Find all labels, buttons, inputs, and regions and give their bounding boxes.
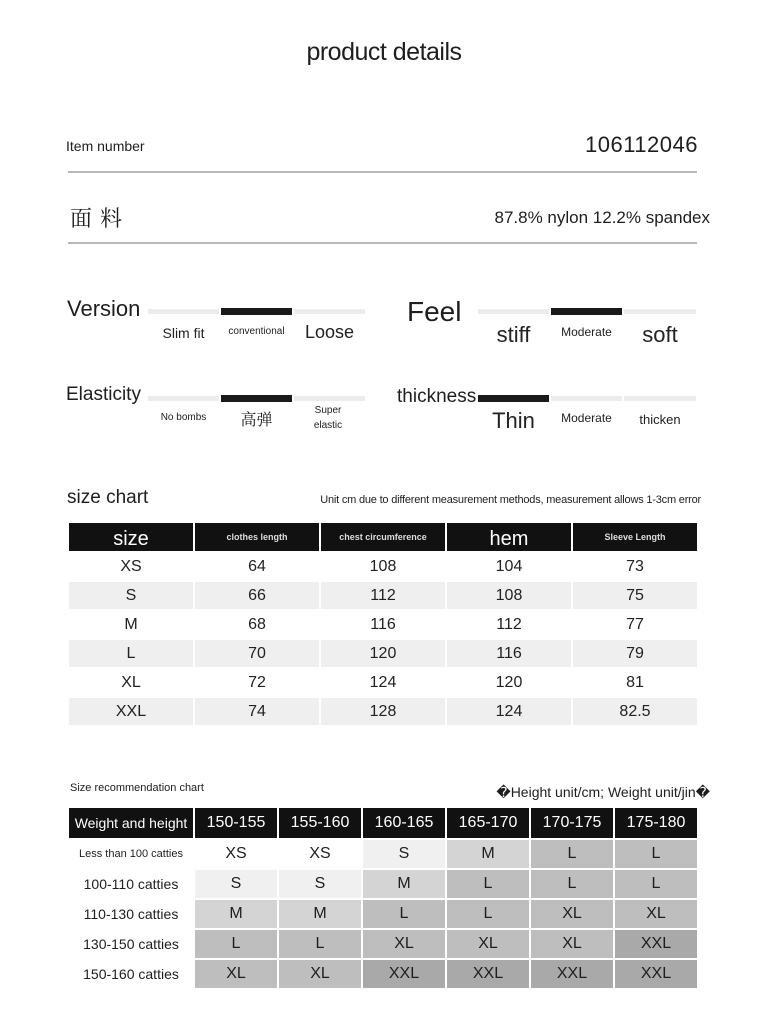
size-cell: L bbox=[531, 870, 613, 898]
height-header: 165-170 bbox=[447, 808, 529, 838]
table-cell: 79 bbox=[573, 640, 697, 667]
feel-option: soft bbox=[642, 322, 678, 347]
size-cell: S bbox=[363, 840, 445, 868]
feel-option: Moderate bbox=[561, 325, 612, 339]
weight-label: 100-110 catties bbox=[69, 870, 193, 898]
size-cell: S bbox=[195, 870, 277, 898]
table-row bbox=[69, 960, 697, 988]
height-header: 175-180 bbox=[615, 808, 697, 838]
elasticity-bar-2 bbox=[294, 396, 365, 401]
size-cell: XL bbox=[615, 900, 697, 928]
table-cell: S bbox=[69, 582, 193, 609]
table-cell: 108 bbox=[447, 582, 571, 609]
feel-bar-2 bbox=[624, 309, 696, 314]
table-cell: XXL bbox=[69, 698, 193, 725]
sleeve-length-header: Sleeve Length bbox=[573, 523, 697, 551]
size-cell: XS bbox=[195, 840, 277, 868]
table-row bbox=[69, 840, 697, 868]
fabric-value: 87.8% nylon 12.2% spandex bbox=[494, 208, 710, 227]
version-option: conventional bbox=[228, 326, 285, 337]
size-cell: M bbox=[195, 900, 277, 928]
table-row bbox=[69, 582, 697, 609]
size-cell: L bbox=[447, 870, 529, 898]
version-label: Version bbox=[67, 296, 141, 321]
size-cell: L bbox=[531, 840, 613, 868]
version-bar-1-selected bbox=[221, 308, 292, 315]
table-cell: 128 bbox=[321, 698, 445, 725]
table-row bbox=[69, 930, 697, 958]
table-cell: XS bbox=[120, 557, 142, 575]
elasticity-option: 高弹 bbox=[240, 412, 273, 429]
size-chart-table bbox=[67, 521, 699, 727]
item-number-value: 106112046 bbox=[585, 132, 698, 157]
table-cell: 70 bbox=[195, 640, 319, 667]
thickness-option: Thin bbox=[492, 408, 535, 433]
size-cell: S bbox=[279, 870, 361, 898]
recommendation-unit-note: �Height unit/cm; Weight unit/jin� bbox=[496, 784, 710, 800]
height-header: 170-175 bbox=[531, 808, 613, 838]
table-cell: 82.5 bbox=[573, 698, 697, 725]
size-header: size bbox=[69, 523, 193, 551]
thickness-bar-1 bbox=[551, 396, 622, 401]
table-row bbox=[69, 900, 697, 928]
thickness-bar-2 bbox=[624, 396, 696, 401]
table-cell: 116 bbox=[370, 615, 396, 633]
weight-label: Less than 100 catties bbox=[69, 840, 193, 868]
table-cell: 116 bbox=[447, 640, 571, 667]
table-cell: 68 bbox=[248, 615, 266, 633]
table-row bbox=[69, 553, 697, 580]
height-header: 155-160 bbox=[279, 808, 361, 838]
table-row bbox=[69, 698, 697, 725]
table-cell: 112 bbox=[496, 615, 522, 633]
thickness-option: thicken bbox=[639, 412, 681, 427]
elasticity-label: Elasticity bbox=[66, 384, 141, 405]
page-title: product details bbox=[306, 38, 462, 66]
table-cell: 66 bbox=[195, 582, 319, 609]
table-row bbox=[69, 870, 697, 898]
item-number-label: Item number bbox=[66, 138, 145, 154]
size-cell: L bbox=[615, 870, 697, 898]
thickness-option: Moderate bbox=[561, 411, 612, 425]
table-row bbox=[69, 640, 697, 667]
table-cell: 74 bbox=[195, 698, 319, 725]
table-cell: 108 bbox=[369, 557, 397, 575]
version-bar-2 bbox=[294, 309, 365, 314]
height-header: 160-165 bbox=[363, 808, 445, 838]
table-cell: 81 bbox=[626, 673, 644, 691]
size-cell: XXL bbox=[447, 960, 529, 988]
table-cell: 64 bbox=[248, 557, 266, 575]
elasticity-bar-1-selected bbox=[221, 395, 292, 402]
table-row bbox=[69, 669, 697, 696]
size-cell: XL bbox=[447, 930, 529, 958]
height-header: 150-155 bbox=[195, 808, 277, 838]
weight-label: 150-160 catties bbox=[69, 960, 193, 988]
size-cell: XL bbox=[279, 960, 361, 988]
divider bbox=[68, 242, 697, 244]
table-cell: 124 bbox=[447, 698, 571, 725]
size-cell: XXL bbox=[531, 960, 613, 988]
size-chart-title: size chart bbox=[67, 487, 149, 508]
size-cell: XL bbox=[363, 930, 445, 958]
feel-label: Feel bbox=[407, 296, 462, 327]
version-option: Loose bbox=[304, 322, 355, 342]
size-cell: XL bbox=[195, 960, 277, 988]
size-cell: M bbox=[279, 900, 361, 928]
divider bbox=[68, 171, 697, 173]
weight-height-header: Weight and height bbox=[69, 808, 193, 838]
table-cell: M bbox=[124, 615, 138, 633]
elasticity-bar-0 bbox=[148, 396, 219, 401]
size-cell: XS bbox=[279, 840, 361, 868]
table-cell: 112 bbox=[321, 582, 445, 609]
weight-label: 130-150 catties bbox=[69, 930, 193, 958]
feel-bar-0 bbox=[478, 309, 549, 314]
size-cell: L bbox=[615, 840, 697, 868]
table-cell: 73 bbox=[626, 557, 644, 575]
table-cell: 120 bbox=[321, 640, 445, 667]
table-cell: 124 bbox=[369, 673, 397, 691]
size-cell: L bbox=[363, 900, 445, 928]
size-cell: XXL bbox=[363, 960, 445, 988]
feel-option: stiff bbox=[496, 322, 531, 347]
size-cell: XL bbox=[531, 930, 613, 958]
hem-header: hem bbox=[447, 523, 571, 551]
thickness-label: thickness bbox=[397, 386, 477, 407]
size-cell: L bbox=[195, 930, 277, 958]
version-option: Slim fit bbox=[162, 325, 205, 341]
feel-bar-1-selected bbox=[551, 308, 622, 315]
table-cell: L bbox=[69, 640, 193, 667]
elasticity-option: Super elastic bbox=[313, 405, 343, 431]
size-cell: XXL bbox=[615, 960, 697, 988]
weight-label: 110-130 catties bbox=[69, 900, 193, 928]
size-cell: M bbox=[363, 870, 445, 898]
clothes-length-header: clothes length bbox=[195, 523, 319, 551]
table-cell: XL bbox=[121, 673, 141, 691]
table-cell: 104 bbox=[495, 557, 523, 575]
thickness-bar-0-selected bbox=[478, 395, 549, 402]
fabric-label: 面料 bbox=[70, 206, 131, 231]
table-cell: 75 bbox=[573, 582, 697, 609]
size-cell: M bbox=[447, 840, 529, 868]
size-chart-note: Unit cm due to different measurement methods, measurement allows 1-3cm error bbox=[320, 494, 701, 506]
table-cell: 120 bbox=[495, 673, 523, 691]
chest-circumference-header: chest circumference bbox=[321, 523, 445, 551]
size-cell: XXL bbox=[615, 930, 697, 958]
table-row bbox=[69, 611, 697, 638]
size-cell: XL bbox=[531, 900, 613, 928]
size-cell: L bbox=[447, 900, 529, 928]
recommendation-title: Size recommendation chart bbox=[70, 782, 204, 794]
size-cell: L bbox=[279, 930, 361, 958]
table-cell: 72 bbox=[248, 673, 266, 691]
table-cell: 77 bbox=[626, 615, 644, 633]
elasticity-option: No bombs bbox=[160, 412, 207, 423]
version-bar-0 bbox=[148, 309, 219, 314]
size-recommendation-table bbox=[67, 806, 699, 990]
